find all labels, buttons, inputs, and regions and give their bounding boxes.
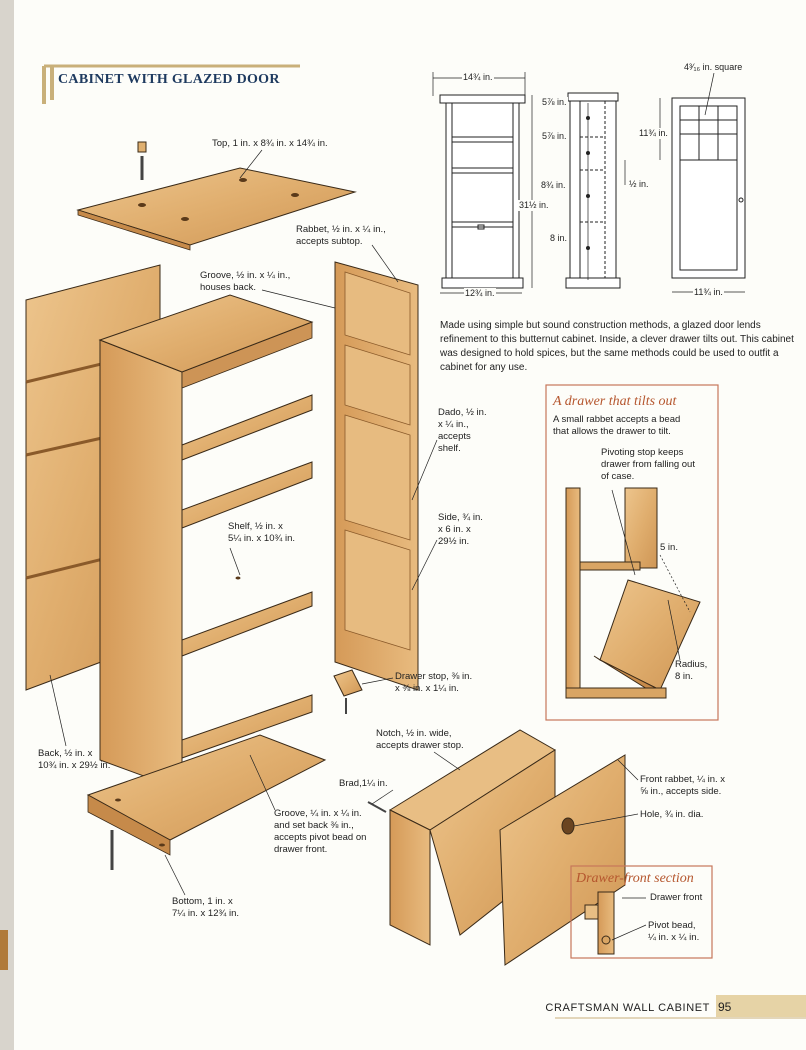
dim-shelf-gap-1: 5⅞ in. [542,97,567,107]
side-panel-left [100,340,182,790]
dim-shelf-gap-4: 8 in. [550,233,568,243]
dim-door-width: 11¾ in. [694,287,723,297]
front-view [440,95,525,288]
dim-width-bottom: 12¾ in. [465,288,495,298]
intro-text: Made using simple but sound construction methods, a glazed door lends refinement to this butternut cabinet. Inside, a clever drawer tilts out. This cabinet was designed to hold spices, but the same methods could be used to outfit a cabinet for any use. [440,320,794,373]
section-box-title: Drawer-front section [576,871,694,886]
label-pivot-bead: Pivot bead, ¼ in. x ¼ in. [648,920,700,943]
side-view [566,93,620,288]
page-spine [0,0,14,1050]
tilt-box-caption: A small rabbet accepts a bead that allows the drawer to tilt. [553,414,681,437]
title-bracket [44,66,52,104]
label-groove-back: Groove, ½ in. x ¼ in., houses back. [200,270,291,293]
page-number: 95 [718,1000,732,1014]
label-drawer-stop: Drawer stop, ⅜ in. x ⅜ in. x 1¼ in. [395,671,473,694]
footer-title: CRAFTSMAN WALL CABINET [545,1002,710,1014]
label-pivot-stop: Pivoting stop keeps drawer from falling out of case. [601,447,695,482]
screw-icon [138,142,146,180]
dim-shelf-gap-2: 5⅞ in. [542,131,567,141]
side-panel-right [335,262,418,690]
dim-height-total: 31½ in. [519,200,549,210]
label-side: Side, ¾ in. x 6 in. x 29½ in. [438,512,483,547]
label-drawer-front: Drawer front [650,892,703,903]
drawer-box [390,730,625,965]
label-notch: Notch, ½ in. wide, accepts drawer stop. [376,728,464,751]
label-hole: Hole, ¾ in. dia. [640,809,704,820]
label-shelf: Shelf, ½ in. x 5¼ in. x 10¾ in. [228,521,296,544]
label-front-rabbet: Front rabbet, ¼ in. x ⅝ in., accepts side. [640,774,726,797]
label-rabbet: Rabbet, ½ in. x ¼ in., accepts subtop. [296,224,386,247]
drawer-stop-block [334,670,362,714]
label-back: Back, ½ in. x 10¾ in. x 29½ in. [38,748,111,771]
dim-width-top: 14¾ in. [463,72,493,82]
brad-icon [368,802,386,812]
dim-small-gap: ½ in. [629,179,649,189]
label-five-in: 5 in. [660,542,678,553]
tilt-box-title: A drawer that tilts out [553,394,677,409]
label-bottom: Bottom, 1 in. x 7¼ in. x 12¾ in. [172,896,240,919]
label-groove-pivot: Groove, ¼ in. x ¼ in. and set back ⅜ in., accepts pivot bead on drawer front. [274,808,367,855]
dim-pane-square: 4³⁄₁₆ in. square [684,62,743,72]
label-top: Top, 1 in. x 8¾ in. x 14¾ in. [212,138,328,149]
label-brad: Brad,1¼ in. [339,778,388,789]
dim-door-upper: 11¾ in. [639,128,668,138]
section-title: CABINET WITH GLAZED DOOR [58,72,280,87]
door-view [672,98,745,278]
label-radius: Radius, 8 in. [675,659,708,682]
dim-shelf-gap-3: 8¾ in. [541,180,566,190]
label-dado: Dado, ½ in. x ¼ in., accepts shelf. [438,407,487,454]
